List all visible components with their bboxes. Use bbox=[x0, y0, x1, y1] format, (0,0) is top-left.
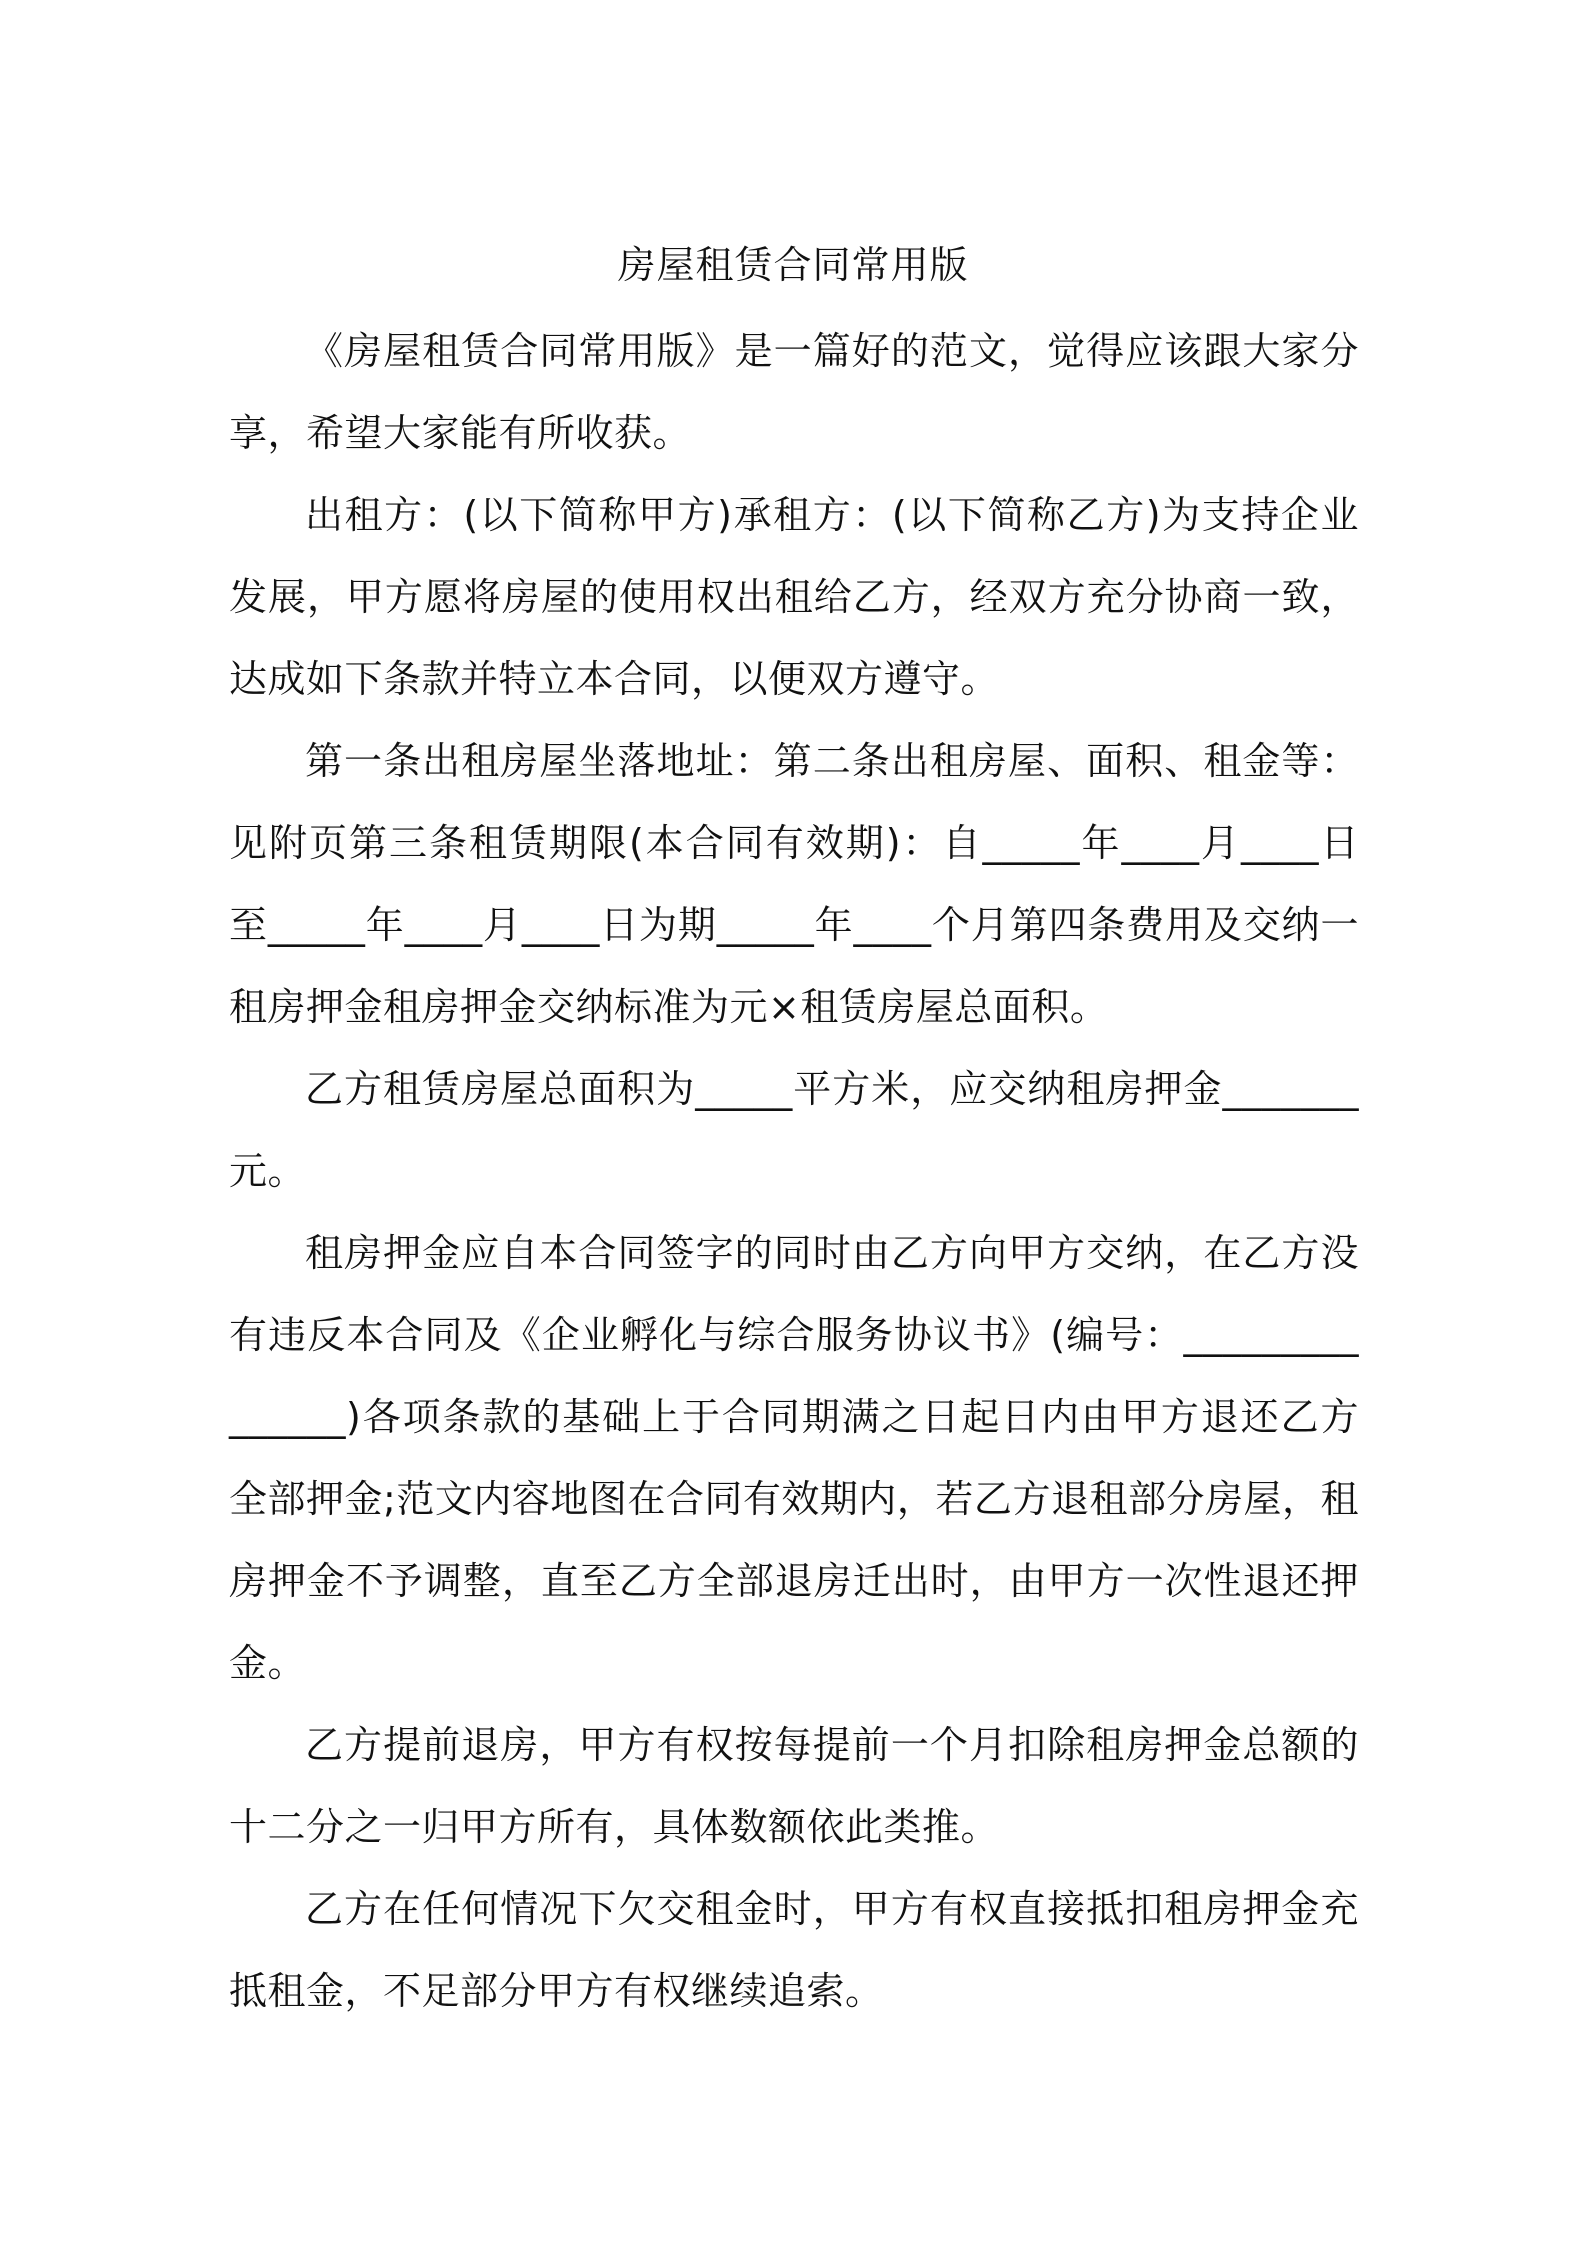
paragraph-early-termination: 乙方提前退房，甲方有权按每提前一个月扣除租房押金总额的十二分之一归甲方所有，具体数额依此类推。 bbox=[229, 1723, 1359, 1849]
paragraph-articles-1-4: 第一条出租房屋坐落地址：第二条出租房屋、面积、租金等：见附页第三条租赁期限(本合同有效期)：自_____年____月____日至_____年____月____日为期_____年____个月第四条费用及交纳一租房押金租房押金交纳标准为元×租赁房屋总面积。 bbox=[229, 739, 1359, 1029]
document-title: 房屋租赁合同常用版 bbox=[617, 243, 969, 287]
paragraph-deposit-amount: 乙方租赁房屋总面积为_____平方米，应交纳租房押金_______元。 bbox=[229, 1067, 1359, 1193]
paragraph-parties: 出租方：(以下简称甲方)承租方：(以下简称乙方)为支持企业发展，甲方愿将房屋的使用权出租给乙方，经双方充分协商一致，达成如下条款并特立本合同，以便双方遵守。 bbox=[229, 493, 1359, 701]
document-body bbox=[229, 310, 1359, 2032]
paragraph-intro: 《房屋租赁合同常用版》是一篇好的范文，觉得应该跟大家分享，希望大家能有所收获。 bbox=[229, 329, 1359, 455]
paragraph-deposit-refund: 租房押金应自本合同签字的同时由乙方向甲方交纳，在乙方没有违反本合同及《企业孵化与综合服务协议书》(编号：_______________)各项条款的基础上于合同期满之日起日内由甲方退还乙方全部押金;范文内容地图在合同有效期内，若乙方退租部分房屋，租房押金不予调整，直至乙方全部退房迁出时，由甲方一次性退还押金。 bbox=[229, 1231, 1359, 1685]
paragraph-rent-arrears: 乙方在任何情况下欠交租金时，甲方有权直接抵扣租房押金充抵租金，不足部分甲方有权继续追索。 bbox=[229, 1887, 1359, 2013]
